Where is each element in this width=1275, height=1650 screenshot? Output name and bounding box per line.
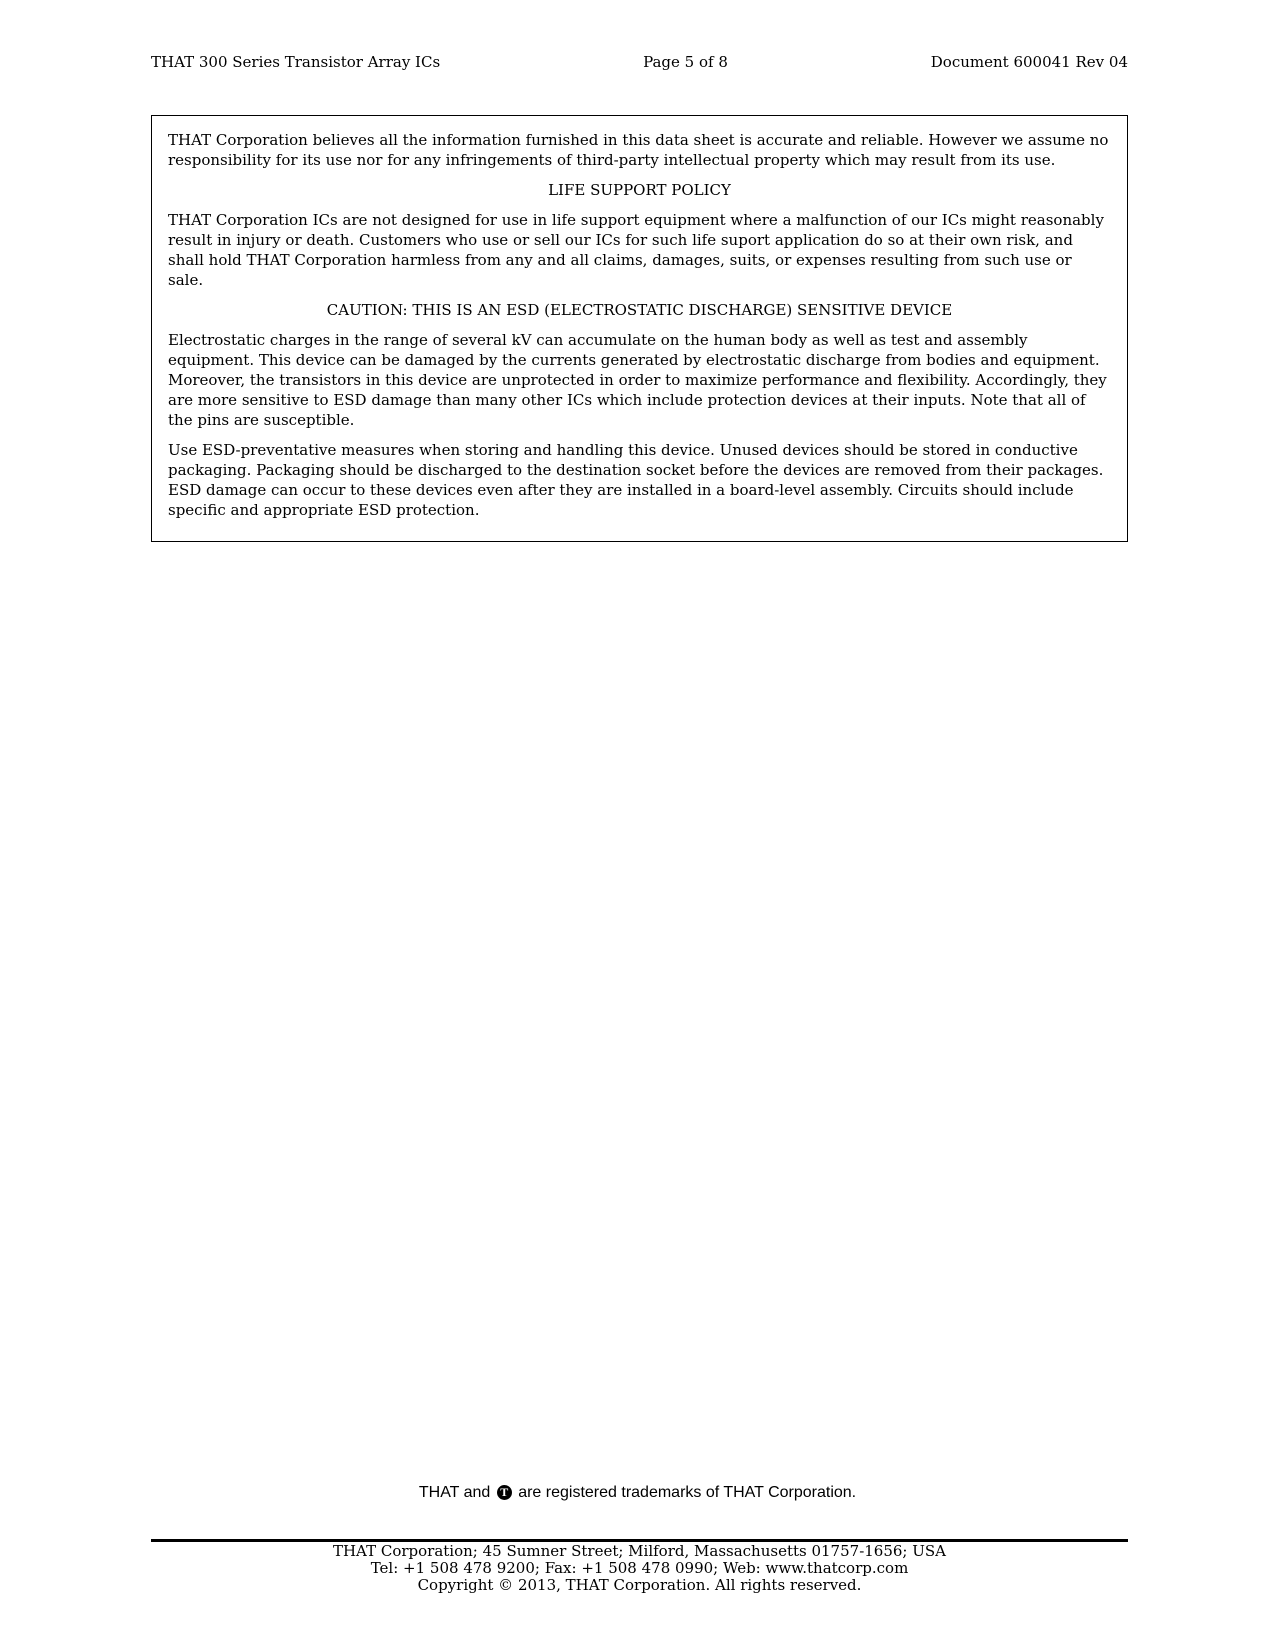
legal-notice-box — [151, 115, 1128, 542]
life-support-text: THAT Corporation ICs are not designed for use in life support equipment where a malfunction of our ICs might reasonably result in injury or death. Customers who use or sell our ICs for such life suport application do so at their own risk, and shall hold THAT Corporation harmless from any and all claims, damages, suits, or expenses resulting from such use or sale. — [168, 211, 1104, 289]
header-document-number: Document 600041 Rev 04 — [930, 52, 1128, 71]
copyright-notice: Copyright © 2013, THAT Corporation. All rights reserved. — [417, 1576, 862, 1594]
disclaimer-text: THAT Corporation believes all the information furnished in this data sheet is accurate and reliable. However we assume no responsibility for its use nor for any infringements of third-party intellectual property which may result from its use. — [168, 131, 1109, 169]
esd-caution-heading: CAUTION: THIS IS AN ESD (ELECTROSTATIC DISCHARGE) SENSITIVE DEVICE — [326, 301, 953, 319]
header-page-number: Page 5 of 8 — [643, 52, 728, 71]
that-logo-icon: T — [497, 1485, 512, 1500]
page-header — [151, 50, 1128, 74]
page-footer — [151, 1543, 1128, 1594]
esd-handling-text: Use ESD-preventative measures when storing and handling this device. Unused devices should be stored in conductive packaging. Packaging should be discharged to the destination socket before the devices are removed from their packages. ESD damage can occur to these devices even after they are installed in a board-level assembly. Circuits should include specific and appropriate ESD protection. — [168, 441, 1104, 519]
esd-caution-text: Electrostatic charges in the range of several kV can accumulate on the human body as well as test and assembly equipment. This device can be damaged by the currents generated by electrostatic discharge from bodies and equipment. Moreover, the transistors in this device are unprotected in order to maximize performance and flexibility. Accordingly, they are more sensitive to ESD damage than many other ICs which include protection devices at their inputs. Note that all of the pins are susceptible. — [168, 331, 1107, 429]
company-address: THAT Corporation; 45 Sumner Street; Milford, Massachusetts 01757-1656; USA — [332, 1542, 947, 1560]
trademark-suffix: are registered trademarks of THAT Corporation. — [518, 1484, 857, 1501]
header-document-title: THAT 300 Series Transistor Array ICs — [151, 52, 441, 71]
trademark-notice — [0, 1483, 1275, 1503]
trademark-prefix: THAT and — [418, 1484, 491, 1501]
contact-info: Tel: +1 508 478 9200; Fax: +1 508 478 0990; Web: www.thatcorp.com — [370, 1559, 909, 1577]
life-support-heading: LIFE SUPPORT POLICY — [548, 181, 731, 199]
